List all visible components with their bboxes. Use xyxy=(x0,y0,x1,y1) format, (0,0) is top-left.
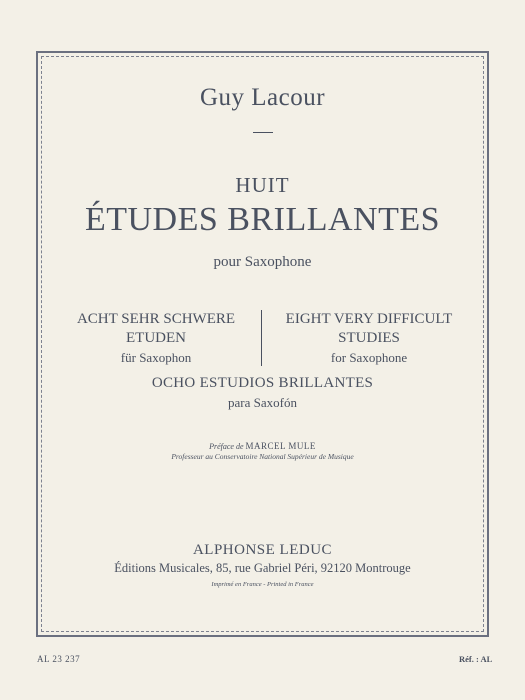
preface-label: Préface de xyxy=(209,442,244,451)
composer-name: Guy Lacour xyxy=(199,84,326,111)
title-separator-dash xyxy=(253,132,273,133)
column-divider xyxy=(261,310,262,366)
english-title-line2: STUDIES xyxy=(338,330,400,346)
spanish-title: OCHO ESTUDIOS BRILLANTES xyxy=(151,375,374,391)
catalog-number: AL 23 237 xyxy=(37,654,81,664)
cover-content xyxy=(41,56,484,632)
english-title-block xyxy=(264,310,474,367)
german-title-line2: ETUDEN xyxy=(126,330,186,346)
english-instrument: for Saxophone xyxy=(330,350,408,365)
german-instrument: für Saxophon xyxy=(120,350,192,365)
printed-in-france: Imprimé en France - Printed in France xyxy=(211,581,314,588)
english-title-line1: EIGHT VERY DIFFICULT xyxy=(285,311,453,327)
publisher-address: Éditions Musicales, 85, rue Gabriel Péri, 92120 Montrouge xyxy=(114,561,411,575)
instrument-french: pour Saxophone xyxy=(213,254,312,270)
preface-author: MARCEL MULE xyxy=(245,441,316,451)
reference-code: Réf. : AL xyxy=(459,654,493,664)
german-title-line1: ACHT SEHR SCHWERE xyxy=(76,311,236,327)
preface-author-title: Professeur au Conservatoire National Supérieur de Musique xyxy=(171,452,354,461)
publisher-name: ALPHONSE LEDUC xyxy=(192,542,333,558)
preface-line xyxy=(41,441,484,451)
german-title-block xyxy=(51,310,261,367)
main-title: ÉTUDES BRILLANTES xyxy=(84,201,441,238)
spanish-instrument: para Saxofón xyxy=(228,395,297,410)
title-prefix: HUIT xyxy=(235,173,290,197)
